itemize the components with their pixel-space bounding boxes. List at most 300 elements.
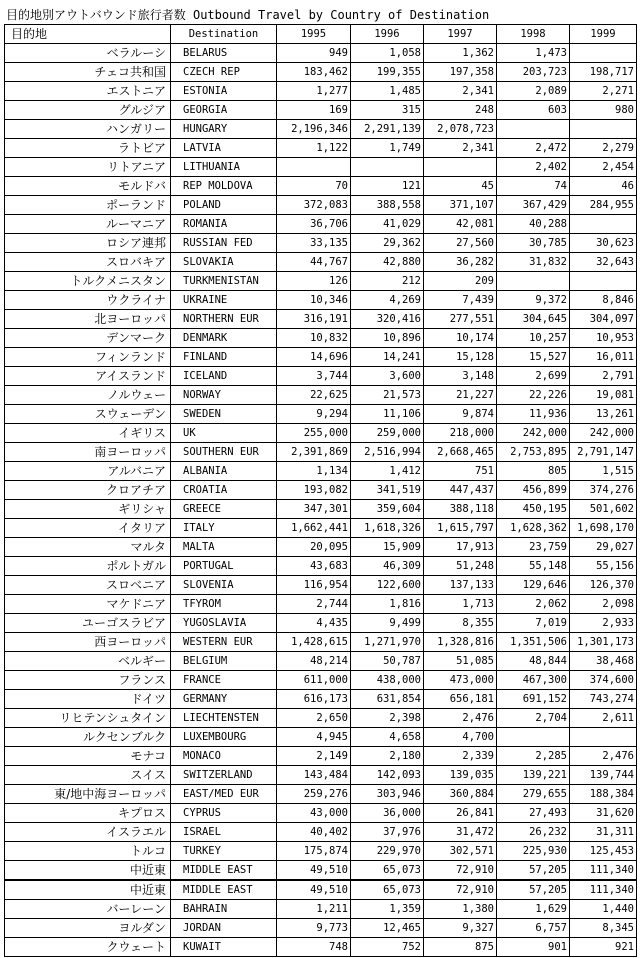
value-1996: 9,499 [351, 614, 424, 633]
value-1997: 2,341 [424, 139, 497, 158]
destination-jp: リトアニア [5, 158, 171, 177]
value-1997: 27,560 [424, 234, 497, 253]
value-1995: 40,402 [277, 823, 351, 842]
table-row [5, 919, 637, 938]
value-1995: 49,510 [277, 861, 351, 881]
value-1996: 1,749 [351, 139, 424, 158]
value-1996: 21,573 [351, 386, 424, 405]
value-1996: 2,180 [351, 747, 424, 766]
value-1998 [497, 120, 570, 139]
value-1996: 29,362 [351, 234, 424, 253]
table-row [5, 348, 637, 367]
header-1995: 1995 [277, 25, 351, 44]
value-1999: 242,000 [570, 424, 637, 443]
value-1998: 129,646 [497, 576, 570, 595]
value-1998: 901 [497, 938, 570, 957]
value-1998: 2,062 [497, 595, 570, 614]
table-title: 目的地別アウトバウンド旅行者数 Outbound Travel by Country of Destination [6, 8, 490, 22]
table-row [5, 82, 637, 101]
value-1995: 22,625 [277, 386, 351, 405]
value-1999: 10,953 [570, 329, 637, 348]
value-1995: 1,428,615 [277, 633, 351, 652]
value-1995: 748 [277, 938, 351, 957]
value-1996: 36,000 [351, 804, 424, 823]
value-1995: 1,211 [277, 900, 351, 919]
value-1995: 2,196,346 [277, 120, 351, 139]
table-row [5, 101, 637, 120]
value-1996 [351, 158, 424, 177]
table-row [5, 196, 637, 215]
header-1996: 1996 [351, 25, 424, 44]
value-1996: 388,558 [351, 196, 424, 215]
value-1996: 359,604 [351, 500, 424, 519]
table-row [5, 405, 637, 424]
value-1999: 19,081 [570, 386, 637, 405]
value-1998: 26,232 [497, 823, 570, 842]
value-1996: 2,291,139 [351, 120, 424, 139]
destination-en: LITHUANIA [171, 158, 277, 177]
value-1995: 126 [277, 272, 351, 291]
destination-jp: ロシア連邦 [5, 234, 171, 253]
destination-en: ISRAEL [171, 823, 277, 842]
value-1995: 116,954 [277, 576, 351, 595]
table-row [5, 900, 637, 919]
value-1995: 611,000 [277, 671, 351, 690]
value-1999: 38,468 [570, 652, 637, 671]
table-row [5, 424, 637, 443]
value-1997: 473,000 [424, 671, 497, 690]
value-1997: 751 [424, 462, 497, 481]
value-1998: 2,472 [497, 139, 570, 158]
value-1999 [570, 215, 637, 234]
destination-jp: キプロス [5, 804, 171, 823]
value-1999 [570, 120, 637, 139]
destination-jp: ポルトガル [5, 557, 171, 576]
value-1996: 11,106 [351, 405, 424, 424]
value-1999: 501,602 [570, 500, 637, 519]
destination-jp: マケドニア [5, 595, 171, 614]
destination-jp: イタリア [5, 519, 171, 538]
destination-en: RUSSIAN FED [171, 234, 277, 253]
table-row [5, 329, 637, 348]
table-row [5, 386, 637, 405]
value-1997: 45 [424, 177, 497, 196]
value-1999: 111,340 [570, 861, 637, 881]
value-1997: 9,874 [424, 405, 497, 424]
value-1998: 1,351,506 [497, 633, 570, 652]
destination-jp: トルクメニスタン [5, 272, 171, 291]
value-1999: 188,384 [570, 785, 637, 804]
destination-jp: モナコ [5, 747, 171, 766]
value-1999: 32,643 [570, 253, 637, 272]
value-1999: 126,370 [570, 576, 637, 595]
value-1998: 2,704 [497, 709, 570, 728]
destination-jp: リヒテンシュタイン [5, 709, 171, 728]
destination-en: HUNGARY [171, 120, 277, 139]
header-destination-jp: 目的地 [5, 25, 171, 44]
value-1999: 2,611 [570, 709, 637, 728]
destination-jp: スロベニア [5, 576, 171, 595]
value-1999: 198,717 [570, 63, 637, 82]
value-1995: 48,214 [277, 652, 351, 671]
destination-jp: クロアチア [5, 481, 171, 500]
value-1998: 11,936 [497, 405, 570, 424]
value-1998: 367,429 [497, 196, 570, 215]
value-1998: 57,205 [497, 861, 570, 881]
destination-jp: チェコ共和国 [5, 63, 171, 82]
value-1997: 21,227 [424, 386, 497, 405]
table-row [5, 272, 637, 291]
header-1998: 1998 [497, 25, 570, 44]
value-1997: 72,910 [424, 861, 497, 881]
value-1997: 137,133 [424, 576, 497, 595]
value-1999: 2,279 [570, 139, 637, 158]
destination-jp: ベラルーシ [5, 44, 171, 63]
value-1996: 1,485 [351, 82, 424, 101]
table-row [5, 310, 637, 329]
value-1995: 36,706 [277, 215, 351, 234]
destination-jp: 中近東 [5, 861, 171, 881]
value-1998: 203,723 [497, 63, 570, 82]
value-1998: 242,000 [497, 424, 570, 443]
destination-en: GREECE [171, 500, 277, 519]
value-1995: 9,773 [277, 919, 351, 938]
value-1996: 65,073 [351, 861, 424, 881]
value-1998: 225,930 [497, 842, 570, 861]
value-1997: 10,174 [424, 329, 497, 348]
value-1995: 49,510 [277, 880, 351, 900]
header-1999: 1999 [570, 25, 637, 44]
table-row [5, 538, 637, 557]
value-1998: 805 [497, 462, 570, 481]
destination-en: FINLAND [171, 348, 277, 367]
destination-jp: ルーマニア [5, 215, 171, 234]
value-1998: 279,655 [497, 785, 570, 804]
destination-jp: バーレーン [5, 900, 171, 919]
value-1998: 31,832 [497, 253, 570, 272]
destination-en: MALTA [171, 538, 277, 557]
value-1995: 169 [277, 101, 351, 120]
table-row [5, 215, 637, 234]
value-1995: 10,346 [277, 291, 351, 310]
destination-en: TFYROM [171, 595, 277, 614]
destination-jp: スロバキア [5, 253, 171, 272]
destination-en: NORWAY [171, 386, 277, 405]
table-row [5, 291, 637, 310]
destination-jp: ヨルダン [5, 919, 171, 938]
destination-jp: 北ヨーロッパ [5, 310, 171, 329]
table-row [5, 880, 637, 900]
value-1999: 1,515 [570, 462, 637, 481]
table-row [5, 728, 637, 747]
value-1997: 7,439 [424, 291, 497, 310]
destination-en: TURKMENISTAN [171, 272, 277, 291]
value-1995: 1,134 [277, 462, 351, 481]
value-1999: 30,623 [570, 234, 637, 253]
table-row [5, 671, 637, 690]
value-1999: 111,340 [570, 880, 637, 900]
value-1996: 122,600 [351, 576, 424, 595]
table-row [5, 253, 637, 272]
destination-jp: マルタ [5, 538, 171, 557]
destination-en: BELGIUM [171, 652, 277, 671]
value-1999: 374,600 [570, 671, 637, 690]
destination-en: SWITZERLAND [171, 766, 277, 785]
value-1998: 456,899 [497, 481, 570, 500]
value-1999: 2,791 [570, 367, 637, 386]
value-1996: 631,854 [351, 690, 424, 709]
value-1998: 9,372 [497, 291, 570, 310]
value-1997: 248 [424, 101, 497, 120]
table-row [5, 462, 637, 481]
destination-en: EAST/MED EUR [171, 785, 277, 804]
value-1999 [570, 272, 637, 291]
value-1995: 44,767 [277, 253, 351, 272]
destination-jp: ルクセンブルク [5, 728, 171, 747]
value-1997: 388,118 [424, 500, 497, 519]
destination-jp: デンマーク [5, 329, 171, 348]
value-1997: 1,328,816 [424, 633, 497, 652]
table-row [5, 633, 637, 652]
destination-jp: ラトビア [5, 139, 171, 158]
value-1995: 20,095 [277, 538, 351, 557]
destination-jp: イギリス [5, 424, 171, 443]
value-1998: 603 [497, 101, 570, 120]
value-1996: 303,946 [351, 785, 424, 804]
value-1995 [277, 158, 351, 177]
destination-jp: フィンランド [5, 348, 171, 367]
value-1995: 43,000 [277, 804, 351, 823]
value-1999: 1,698,170 [570, 519, 637, 538]
value-1999: 374,276 [570, 481, 637, 500]
destination-en: MONACO [171, 747, 277, 766]
destination-jp: クウェート [5, 938, 171, 957]
value-1997: 2,078,723 [424, 120, 497, 139]
destination-jp: ウクライナ [5, 291, 171, 310]
value-1999: 1,440 [570, 900, 637, 919]
value-1997: 656,181 [424, 690, 497, 709]
destination-jp: イスラエル [5, 823, 171, 842]
destination-en: MIDDLE EAST [171, 880, 277, 900]
destination-en: TURKEY [171, 842, 277, 861]
destination-en: GEORGIA [171, 101, 277, 120]
destination-en: SOUTHERN EUR [171, 443, 277, 462]
value-1995: 9,294 [277, 405, 351, 424]
value-1997: 139,035 [424, 766, 497, 785]
value-1995: 255,000 [277, 424, 351, 443]
value-1998: 691,152 [497, 690, 570, 709]
value-1995: 616,173 [277, 690, 351, 709]
destination-en: KUWAIT [171, 938, 277, 957]
value-1997: 302,571 [424, 842, 497, 861]
destination-jp: ノルウェー [5, 386, 171, 405]
value-1999: 46 [570, 177, 637, 196]
value-1999: 921 [570, 938, 637, 957]
value-1996: 142,093 [351, 766, 424, 785]
value-1995: 347,301 [277, 500, 351, 519]
value-1995: 2,149 [277, 747, 351, 766]
value-1997: 26,841 [424, 804, 497, 823]
value-1996: 212 [351, 272, 424, 291]
value-1997: 875 [424, 938, 497, 957]
destination-jp: 南ヨーロッパ [5, 443, 171, 462]
value-1997: 42,081 [424, 215, 497, 234]
table-row [5, 709, 637, 728]
destination-en: REP MOLDOVA [171, 177, 277, 196]
value-1998: 2,753,895 [497, 443, 570, 462]
value-1997: 209 [424, 272, 497, 291]
destination-jp: スイス [5, 766, 171, 785]
value-1995: 372,083 [277, 196, 351, 215]
value-1995: 1,662,441 [277, 519, 351, 538]
value-1997: 1,615,797 [424, 519, 497, 538]
value-1995: 175,874 [277, 842, 351, 861]
value-1998: 7,019 [497, 614, 570, 633]
value-1998: 27,493 [497, 804, 570, 823]
destination-jp: スウェーデン [5, 405, 171, 424]
value-1997: 15,128 [424, 348, 497, 367]
value-1997: 9,327 [424, 919, 497, 938]
value-1999: 2,271 [570, 82, 637, 101]
value-1996: 42,880 [351, 253, 424, 272]
value-1999 [570, 44, 637, 63]
header-1997: 1997 [424, 25, 497, 44]
table-row [5, 500, 637, 519]
value-1997: 4,700 [424, 728, 497, 747]
destination-en: POLAND [171, 196, 277, 215]
table-row [5, 842, 637, 861]
value-1998: 57,205 [497, 880, 570, 900]
value-1996: 50,787 [351, 652, 424, 671]
value-1995: 143,484 [277, 766, 351, 785]
value-1996: 438,000 [351, 671, 424, 690]
destination-jp: ギリシャ [5, 500, 171, 519]
destination-jp: 中近東 [5, 880, 171, 900]
value-1999: 2,791,147 [570, 443, 637, 462]
destination-en: SLOVAKIA [171, 253, 277, 272]
value-1996: 341,519 [351, 481, 424, 500]
destination-jp: ベルギー [5, 652, 171, 671]
destination-en: GERMANY [171, 690, 277, 709]
destination-en: ESTONIA [171, 82, 277, 101]
destination-jp: フランス [5, 671, 171, 690]
value-1998: 450,195 [497, 500, 570, 519]
value-1999: 139,744 [570, 766, 637, 785]
table-row [5, 519, 637, 538]
value-1998: 2,402 [497, 158, 570, 177]
destination-jp: アルバニア [5, 462, 171, 481]
value-1996: 1,816 [351, 595, 424, 614]
table-row [5, 747, 637, 766]
value-1996: 14,241 [351, 348, 424, 367]
value-1996: 37,976 [351, 823, 424, 842]
destination-jp: ポーランド [5, 196, 171, 215]
value-1998: 1,473 [497, 44, 570, 63]
table-row [5, 557, 637, 576]
destination-en: ALBANIA [171, 462, 277, 481]
value-1999: 31,311 [570, 823, 637, 842]
table-row [5, 690, 637, 709]
destination-en: PORTUGAL [171, 557, 277, 576]
destination-en: LIECHTENSTEN [171, 709, 277, 728]
value-1995: 33,135 [277, 234, 351, 253]
value-1997: 51,085 [424, 652, 497, 671]
value-1995: 4,435 [277, 614, 351, 633]
table-body [5, 44, 637, 957]
value-1998: 304,645 [497, 310, 570, 329]
value-1996: 2,516,994 [351, 443, 424, 462]
destination-en: CZECH REP [171, 63, 277, 82]
value-1996: 3,600 [351, 367, 424, 386]
destination-en: JORDAN [171, 919, 277, 938]
value-1997: 1,713 [424, 595, 497, 614]
value-1997: 1,380 [424, 900, 497, 919]
value-1995: 183,462 [277, 63, 351, 82]
value-1997: 360,884 [424, 785, 497, 804]
table-row [5, 234, 637, 253]
value-1997: 3,148 [424, 367, 497, 386]
value-1996: 1,359 [351, 900, 424, 919]
value-1996: 320,416 [351, 310, 424, 329]
value-1998: 1,628,362 [497, 519, 570, 538]
value-1996: 1,058 [351, 44, 424, 63]
value-1997: 1,362 [424, 44, 497, 63]
value-1997: 72,910 [424, 880, 497, 900]
value-1996: 229,970 [351, 842, 424, 861]
value-1997: 447,437 [424, 481, 497, 500]
value-1999: 8,846 [570, 291, 637, 310]
value-1998: 22,226 [497, 386, 570, 405]
destination-en: WESTERN EUR [171, 633, 277, 652]
value-1996: 1,618,326 [351, 519, 424, 538]
value-1999 [570, 728, 637, 747]
destination-jp: トルコ [5, 842, 171, 861]
outbound-travel-table [4, 24, 637, 957]
value-1996: 65,073 [351, 880, 424, 900]
destination-en: UKRAINE [171, 291, 277, 310]
value-1995: 10,832 [277, 329, 351, 348]
destination-jp: エストニア [5, 82, 171, 101]
table-row [5, 861, 637, 881]
destination-en: CYPRUS [171, 804, 277, 823]
value-1996: 4,658 [351, 728, 424, 747]
value-1997: 2,476 [424, 709, 497, 728]
value-1995: 1,277 [277, 82, 351, 101]
table-row [5, 785, 637, 804]
table-row [5, 576, 637, 595]
value-1997: 197,358 [424, 63, 497, 82]
value-1998: 15,527 [497, 348, 570, 367]
table-row [5, 44, 637, 63]
table-row [5, 158, 637, 177]
table-row [5, 823, 637, 842]
value-1996: 752 [351, 938, 424, 957]
value-1995: 949 [277, 44, 351, 63]
table-row [5, 367, 637, 386]
value-1997: 31,472 [424, 823, 497, 842]
value-1998: 2,699 [497, 367, 570, 386]
value-1999: 1,301,173 [570, 633, 637, 652]
destination-en: BELARUS [171, 44, 277, 63]
value-1997 [424, 158, 497, 177]
value-1996: 10,896 [351, 329, 424, 348]
value-1997: 8,355 [424, 614, 497, 633]
value-1998: 40,288 [497, 215, 570, 234]
value-1995: 1,122 [277, 139, 351, 158]
value-1997: 371,107 [424, 196, 497, 215]
destination-en: ITALY [171, 519, 277, 538]
value-1999: 2,098 [570, 595, 637, 614]
